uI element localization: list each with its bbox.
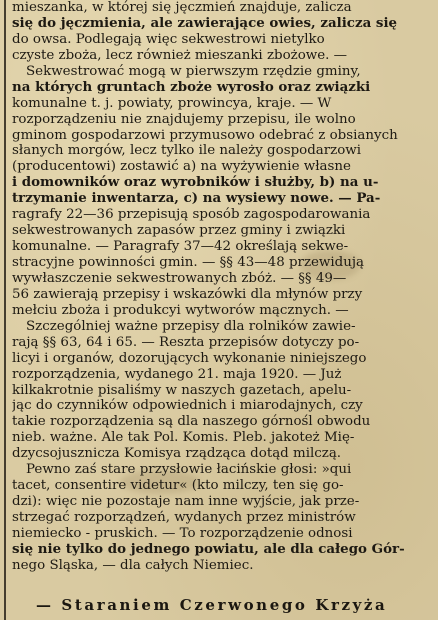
article-line: dzi): więc nie pozostaje nam inne wyjście, jak prze-: [12, 494, 360, 510]
article-line: jąc do czynników odpowiednich i miarodajnych, czy: [12, 398, 363, 414]
article-line: strzegać rozporządzeń, wydanych przez ministrów: [12, 510, 356, 525]
article-line: wywłaszczenie sekwestrowanych zbóż. — §§ 49—: [12, 270, 347, 286]
article-line: mieszanka, w której się jęczmień znajduje, zalicza: [12, 0, 352, 15]
article-line: Sekwestrować mogą w pierwszym rzędzie gminy,: [26, 63, 361, 79]
article-line: rozporządzenia, wydanego 21. maja 1920. — Już: [12, 366, 342, 382]
article-line: komunalne. — Paragrafy 37—42 określają sekwe-: [12, 239, 349, 255]
article-line: ragrafy 22—36 przepisują sposób zagospodarowania: [12, 207, 371, 223]
article-line: gminom gospodarzowi przymusowo odebrać z obsianych: [12, 127, 398, 143]
article-line: dzycsojusznicza Komisya rządząca dotąd milczą.: [12, 446, 342, 462]
article-line: licyi i organów, dozorujących wykonanie niniejszego: [12, 350, 367, 366]
article-line: kilkakrotnie pisaliśmy w naszych gazetach, apelu-: [12, 382, 352, 398]
article-line: do owsa. Podlegają więc sekwestrowi nietylko: [12, 31, 325, 47]
article-line: 56 zawierają przepisy i wskazówki dla młynów przy: [12, 286, 363, 302]
article-line: się nie tylko do jednego powiatu, ale dla całego Gór-: [12, 541, 405, 557]
article-line: czyste zboża, lecz również mieszanki zbożowe. —: [12, 47, 348, 63]
article-line: Szczególniej ważne przepisy dla rolników zawie-: [26, 318, 356, 334]
article-column: [12, 0, 430, 574]
article-line: takie rozporządzenia są dla naszego górnośl obwodu: [12, 414, 371, 430]
article-line: rozporządzeniu nie znajdujemy przepisu, ile wolno: [12, 111, 356, 127]
article-line: na których gruntach zboże wyrosło oraz związki: [12, 79, 371, 95]
article-line: komunalne t. j. powiaty, prowincya, kraje. — W: [12, 95, 332, 111]
footer-text: — Staraniem Czerwonego Krzyża: [36, 596, 388, 614]
article-line: się do jęczmienia, ale zawierające owies, zalicza się: [12, 15, 398, 31]
column-rule: [4, 0, 6, 620]
article-line: mełciu zboża i produkcyi wytworów mącznych. —: [12, 302, 349, 318]
article-line: trzymanie inwentarza, c) na wysiewy nowe. — Pa-: [12, 191, 381, 207]
article-line: słanych morgów, lecz tylko ile należy gospodarzowi: [12, 143, 362, 159]
article-line: (producentowi) zostawić a) na wyżywienie własne: [12, 159, 351, 175]
article-line: i domowników oraz wyrobników i służby, b) na u-: [12, 175, 379, 191]
article-footer: [0, 596, 438, 618]
article-line: stracyjne powinności gmin. — §§ 43—48 przewidują: [12, 255, 364, 270]
article-line: Pewno zaś stare przysłowie łacińskie głosi: »qui: [26, 462, 352, 478]
article-line: sekwestrowanych zapasów przez gminy i związki: [12, 223, 346, 239]
article-line: tacet, consentire videtur« (kto milczy, ten się go-: [12, 478, 344, 494]
article-line: nego Śląska, — dla całych Niemiec.: [12, 557, 254, 573]
article-line: niemiecko - pruskich. — To rozporządzenie odnosi: [12, 525, 353, 541]
article-line: rają §§ 63, 64 i 65. — Reszta przepisów dotyczy po-: [12, 334, 360, 350]
article-line: nieb. ważne. Ale tak Pol. Komis. Pleb. jakoteż Mię-: [12, 430, 355, 446]
